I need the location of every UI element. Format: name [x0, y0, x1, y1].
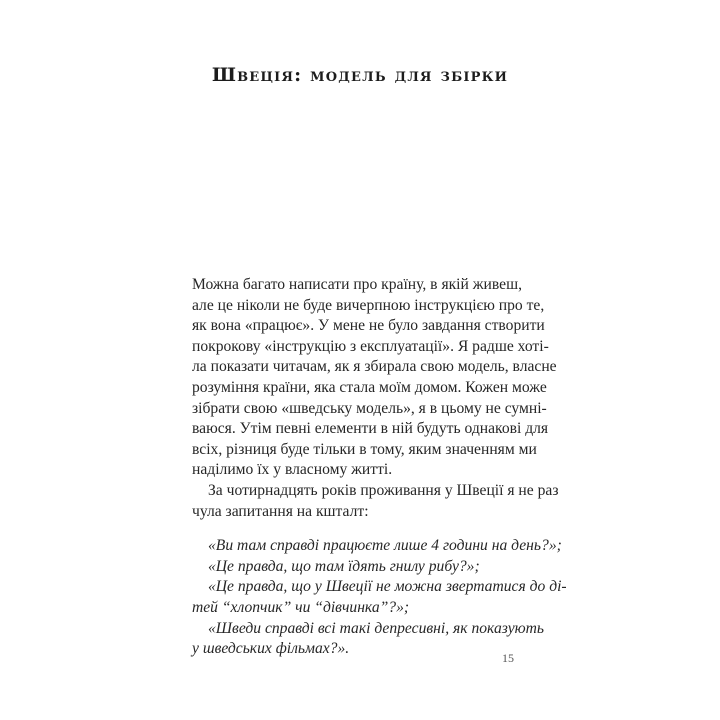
paragraph-intro: [192, 275, 557, 481]
quote-line: «Це правда, що у Швеції не можна звертатися до ді-: [208, 578, 567, 596]
text-line: наділимо їх у власному житті.: [192, 461, 393, 479]
text-line: але це ніколи не буде вичерпною інструкцією про те,: [192, 296, 545, 314]
quote-line: «Шведи справді всі такі депресивні, як показують: [208, 619, 544, 637]
quote-line: «Це правда, що там їдять гнилу рибу?»;: [208, 557, 480, 575]
text-line: розуміння країни, яка стала моїм домом. Кожен може: [192, 378, 547, 396]
quote-line: у шведських фільмах?».: [192, 640, 350, 658]
text-line: ла показати читачам, як я збирала свою модель, власне: [192, 358, 557, 376]
quote-item: [192, 557, 519, 578]
text-line: чула запитання на кшталт:: [192, 502, 369, 520]
quote-item: [192, 577, 567, 618]
quote-item: [192, 619, 544, 660]
quote-item: [192, 536, 562, 557]
quote-line: «Ви там справді працюєте лише 4 години на день?»;: [208, 537, 562, 555]
text-line: зібрати свою «шведську модель», я в цьому не сумні-: [192, 399, 547, 417]
quote-line: тей “хлопчик” чи “дівчинка”?»;: [192, 598, 410, 616]
paragraph-questions-intro: [192, 481, 559, 522]
chapter-title: Швеція: модель для збірки: [211, 64, 509, 86]
text-line: За чотирнадцять років проживання у Швеції я не раз: [208, 481, 559, 499]
paragraph-gap: [192, 522, 519, 536]
text-line: покрокову «інструкцію з експлуатації». Я радше хоті-: [192, 337, 549, 355]
text-line: всіх, різниця буде тільки в тому, яким значенням ми: [192, 440, 537, 458]
quote-list: [192, 536, 567, 660]
text-line: як вона «працює». У мене не було завдання створити: [192, 317, 545, 335]
body-text: [192, 275, 567, 660]
page-number: 15: [502, 651, 514, 665]
text-line: Можна багато написати про країну, в якій живеш,: [192, 276, 522, 293]
text-line: ваюся. Утім певні елементи в ній будуть однакові для: [192, 420, 549, 438]
